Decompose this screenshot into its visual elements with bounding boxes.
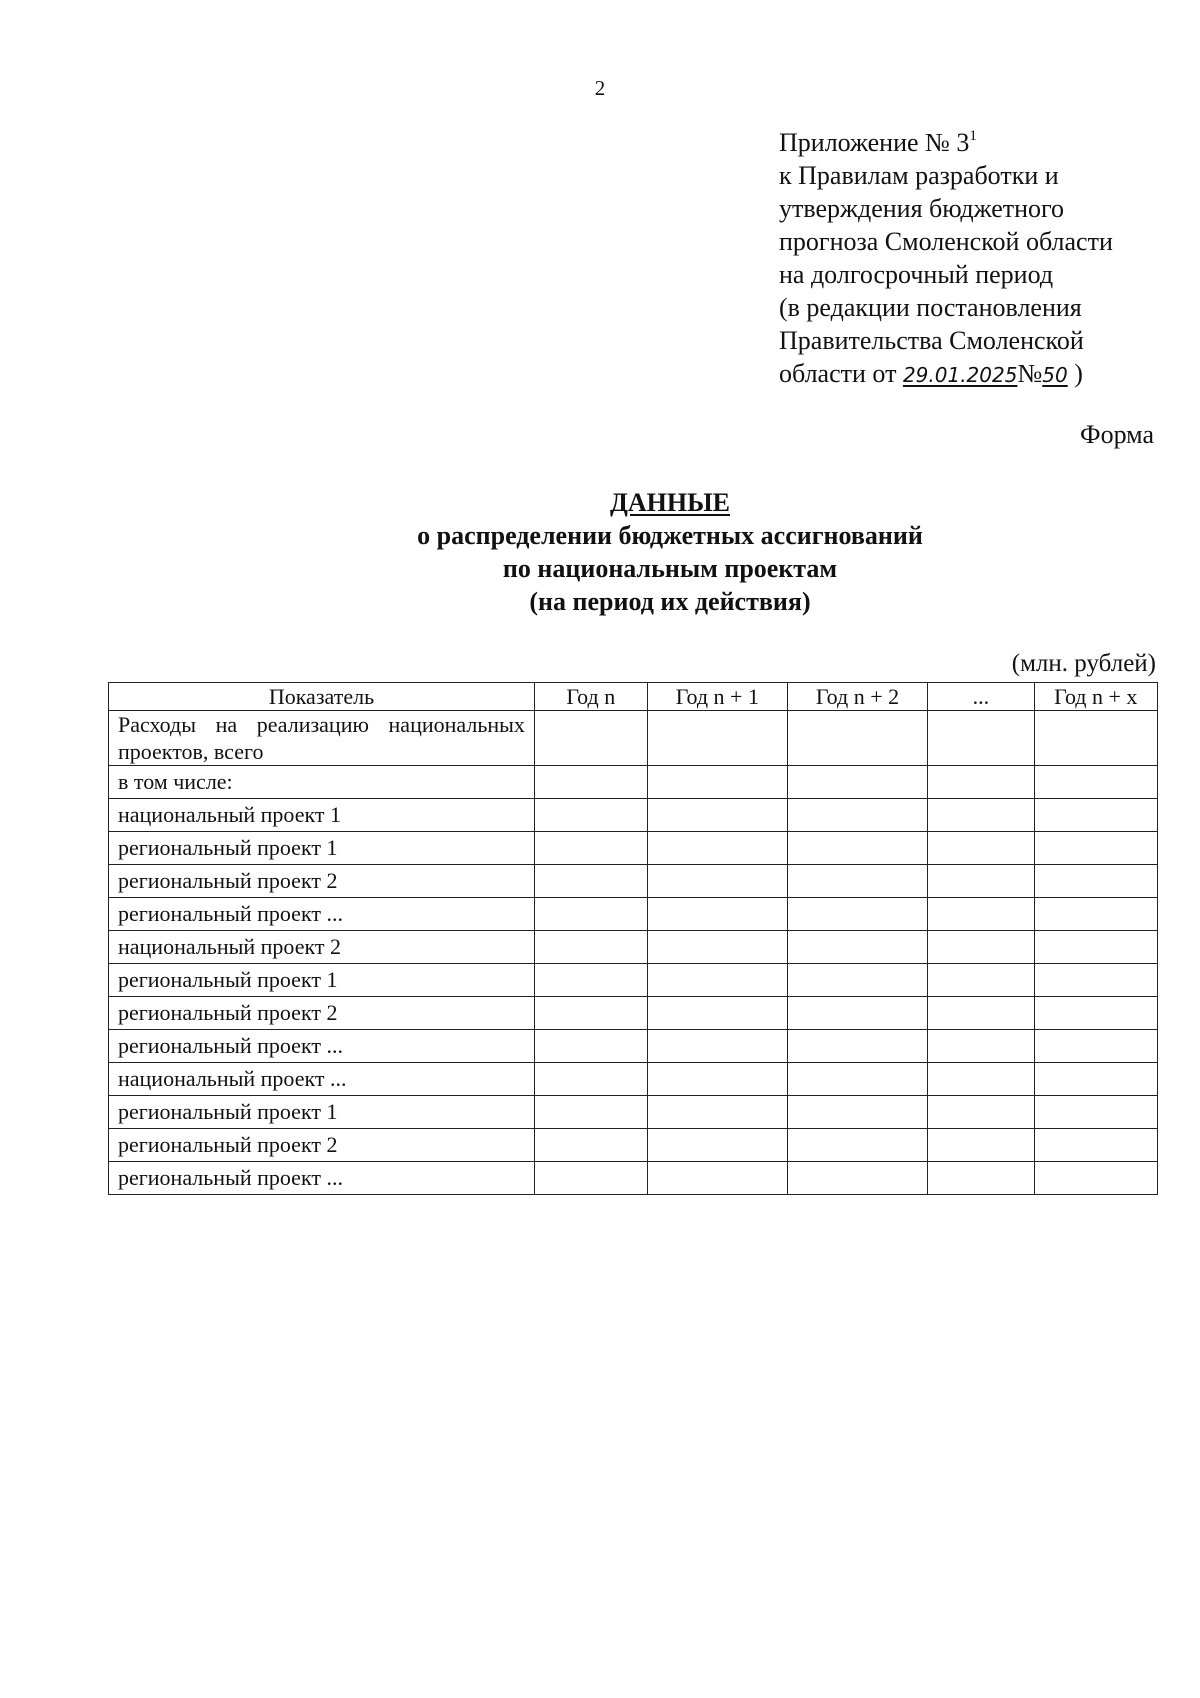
value-cell [647, 799, 787, 832]
table-row [109, 1096, 1158, 1129]
value-cell [928, 997, 1034, 1030]
value-cell [534, 1063, 647, 1096]
row-label: региональный проект 1 [109, 832, 535, 865]
table-row [109, 1030, 1158, 1063]
value-cell [534, 711, 647, 766]
value-cell [1034, 1063, 1157, 1096]
value-cell [647, 964, 787, 997]
value-cell [534, 1162, 647, 1195]
document-heading [0, 486, 1200, 618]
value-cell [647, 1030, 787, 1063]
table-row [109, 799, 1158, 832]
value-cell [1034, 997, 1157, 1030]
table-row [109, 997, 1158, 1030]
table-row [109, 832, 1158, 865]
table-row [109, 711, 1158, 766]
value-cell [787, 1063, 927, 1096]
value-cell [928, 1162, 1034, 1195]
annex-line: к Правилам разработки и [779, 161, 1059, 190]
value-cell [647, 1129, 787, 1162]
row-label: региональный проект ... [109, 898, 535, 931]
value-cell [787, 997, 927, 1030]
value-cell [534, 766, 647, 799]
value-cell [1034, 1129, 1157, 1162]
value-cell [928, 964, 1034, 997]
closing-paren: ) [1074, 359, 1083, 388]
value-cell [534, 931, 647, 964]
table-row [109, 1162, 1158, 1195]
annex-title-text: Приложение № 3 [779, 128, 970, 157]
table-row [109, 865, 1158, 898]
value-cell [1034, 1162, 1157, 1195]
annex-line: на долгосрочный период [779, 260, 1054, 289]
form-label: Форма [1080, 420, 1154, 449]
handwritten-date: 29.01.2025 [902, 363, 1018, 387]
heading-title: ДАННЫЕ [610, 488, 730, 517]
value-cell [534, 997, 647, 1030]
value-cell [1034, 931, 1157, 964]
value-cell [1034, 711, 1157, 766]
value-cell [534, 898, 647, 931]
value-cell [1034, 865, 1157, 898]
value-cell [1034, 832, 1157, 865]
value-cell [647, 832, 787, 865]
value-cell [787, 1030, 927, 1063]
value-cell [787, 898, 927, 931]
annex-title [779, 126, 1179, 159]
value-cell [787, 766, 927, 799]
annex-block [779, 126, 1179, 392]
value-cell [928, 898, 1034, 931]
value-cell [928, 1063, 1034, 1096]
value-cell [787, 711, 927, 766]
column-header: Год n + x [1034, 683, 1157, 711]
value-cell [928, 799, 1034, 832]
value-cell [647, 865, 787, 898]
value-cell [1034, 1096, 1157, 1129]
value-cell [534, 799, 647, 832]
row-label: национальный проект 1 [109, 799, 535, 832]
annex-line: (в редакции постановления [779, 293, 1082, 322]
value-cell [534, 1096, 647, 1129]
value-cell [928, 1129, 1034, 1162]
value-cell [787, 964, 927, 997]
row-label: региональный проект ... [109, 1162, 535, 1195]
table-header-row [109, 683, 1158, 711]
value-cell [928, 711, 1034, 766]
annex-line: утверждения бюджетного [779, 194, 1065, 223]
value-cell [787, 1162, 927, 1195]
table-row [109, 1129, 1158, 1162]
value-cell [928, 1030, 1034, 1063]
value-cell [647, 997, 787, 1030]
table-row [109, 898, 1158, 931]
value-cell [787, 832, 927, 865]
value-cell [928, 1096, 1034, 1129]
row-label: региональный проект 2 [109, 1129, 535, 1162]
column-header: Год n [534, 683, 647, 711]
value-cell [647, 1162, 787, 1195]
column-header: ... [928, 683, 1034, 711]
table-row [109, 931, 1158, 964]
value-cell [1034, 898, 1157, 931]
row-label: региональный проект 1 [109, 1096, 535, 1129]
row-label: национальный проект 2 [109, 931, 535, 964]
value-cell [928, 832, 1034, 865]
row-label: региональный проект 2 [109, 865, 535, 898]
value-cell [534, 832, 647, 865]
row-label: Расходы на реализацию национальных проектов, всего [109, 711, 535, 766]
value-cell [1034, 799, 1157, 832]
value-cell [787, 865, 927, 898]
value-cell [647, 931, 787, 964]
budget-table [108, 682, 1158, 1195]
table-row [109, 1063, 1158, 1096]
units-label: (млн. рублей) [1011, 650, 1156, 677]
row-label: региональный проект ... [109, 1030, 535, 1063]
annex-last-line [779, 357, 1179, 392]
value-cell [534, 964, 647, 997]
number-label: № [1017, 359, 1043, 388]
value-cell [647, 898, 787, 931]
table-body [109, 711, 1158, 1195]
table-row [109, 964, 1158, 997]
value-cell [534, 865, 647, 898]
value-cell [647, 711, 787, 766]
value-cell [1034, 1030, 1157, 1063]
value-cell [647, 1096, 787, 1129]
value-cell [647, 1063, 787, 1096]
column-header: Показатель [109, 683, 535, 711]
heading-line: (на период их действия) [529, 587, 811, 616]
value-cell [534, 1030, 647, 1063]
row-label: национальный проект ... [109, 1063, 535, 1096]
heading-line: по национальным проектам [502, 554, 838, 583]
value-cell [928, 865, 1034, 898]
value-cell [1034, 964, 1157, 997]
row-label: региональный проект 1 [109, 964, 535, 997]
annex-title-superscript: 1 [969, 128, 977, 144]
heading-line: о распределении бюджетных ассигнований [417, 521, 923, 550]
value-cell [787, 799, 927, 832]
column-header: Год n + 1 [647, 683, 787, 711]
handwritten-number: 50 [1042, 363, 1068, 387]
annex-line: Правительства Смоленской [779, 326, 1084, 355]
column-header: Год n + 2 [787, 683, 927, 711]
annex-last-prefix: области от [779, 359, 897, 388]
annex-line: прогноза Смоленской области [779, 227, 1113, 256]
value-cell [787, 931, 927, 964]
value-cell [1034, 766, 1157, 799]
value-cell [787, 1096, 927, 1129]
value-cell [534, 1129, 647, 1162]
value-cell [647, 766, 787, 799]
row-label: в том числе: [109, 766, 535, 799]
row-label: региональный проект 2 [109, 997, 535, 1030]
page-number: 2 [594, 76, 606, 100]
table-row [109, 766, 1158, 799]
value-cell [787, 1129, 927, 1162]
value-cell [928, 766, 1034, 799]
value-cell [928, 931, 1034, 964]
